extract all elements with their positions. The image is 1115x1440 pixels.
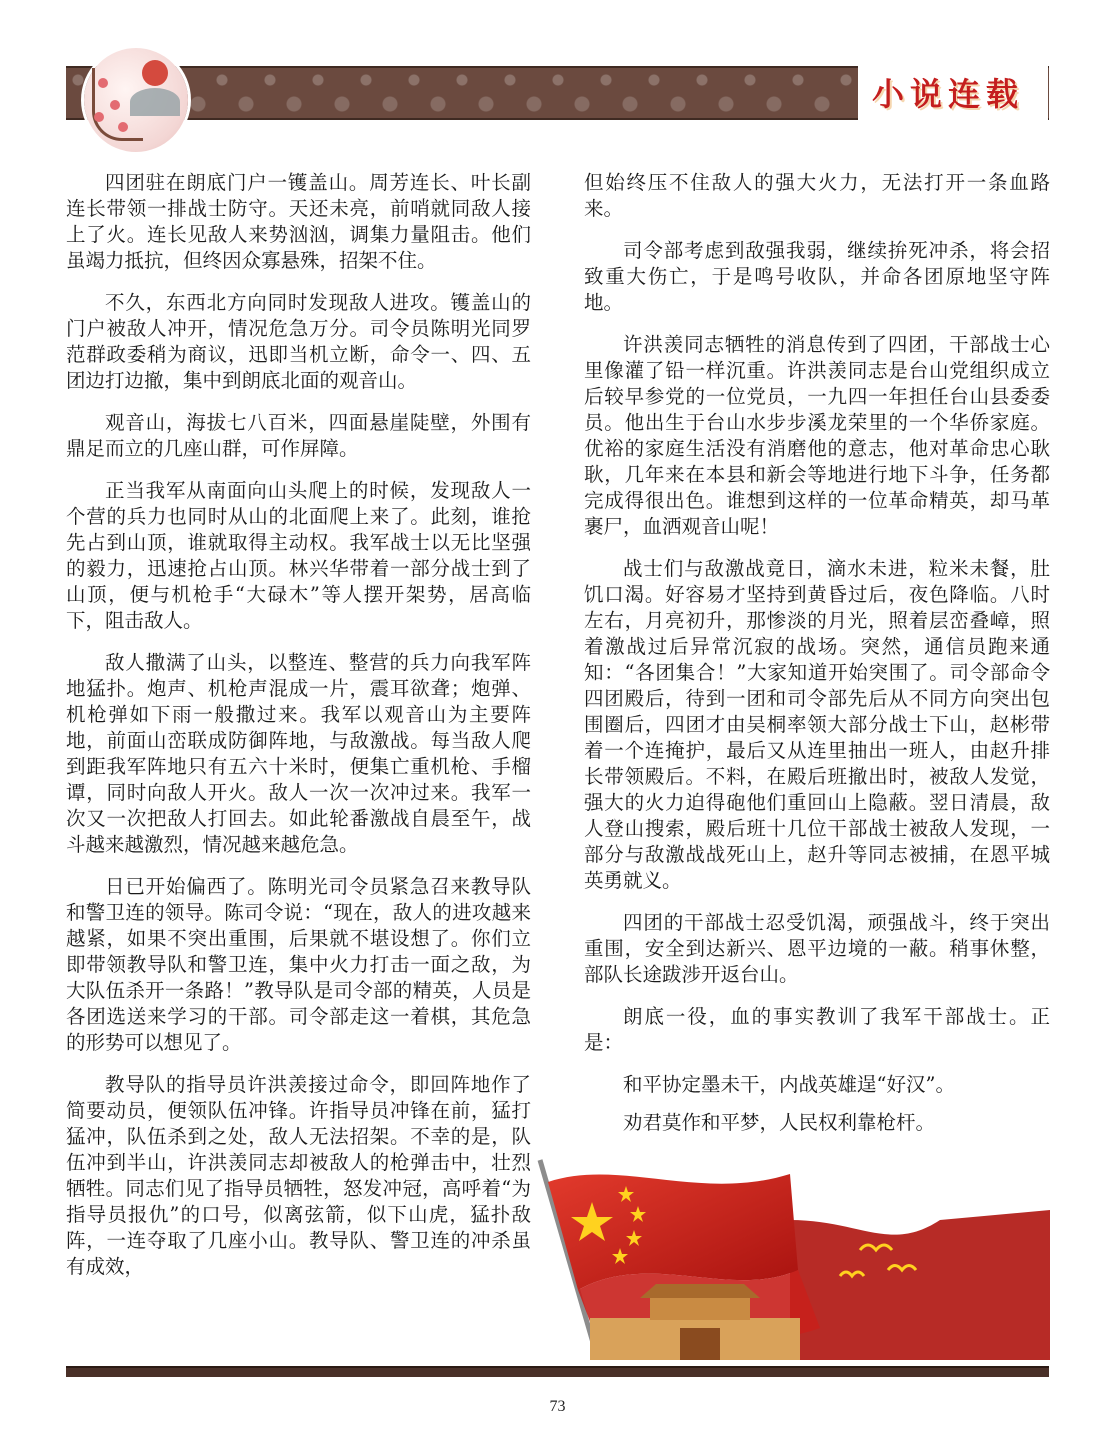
paragraph: 教导队的指导员许洪羡接过命令，即回阵地作了简要动员，便领队伍冲锋。许指导员冲锋在前，猛打猛冲，队伍杀到之处，敌人无法招架。不幸的是，队伍冲到半山，许洪羡同志却被敌人的枪弹击中，壮烈牺牲。同志们见了指导员牺牲，怒发冲冠，高呼着“为指导员报仇”的口号，似离弦箭，似下山虎，猛扑敌阵，一连夺取了几座小山。教导队、警卫连的冲杀虽有成效，: [66, 1073, 531, 1278]
blossom-icon: [98, 78, 108, 88]
right-column: [584, 170, 1050, 1148]
blossom-icon: [118, 122, 128, 132]
section-title: 小说连载: [872, 75, 1025, 113]
paragraph: 四团驻在朗底门户一镬盖山。周芳连长、叶长副连长带领一排战士防守。天还未亮，前哨就同敌人接上了火。连长见敌人来势汹汹，调集力量阻击。他们虽竭力抵抗，但终因众寡悬殊，招架不住。: [66, 171, 531, 272]
plum-blossom-landscape-icon: [84, 48, 188, 152]
paragraph: 日已开始偏西了。陈明光司令员紧急召来教导队和警卫连的领导。陈司令说：“现在，敌人的进攻越来越紧，如果不突出重围，后果就不堪设想了。你们立即带领教导队和警卫连，集中火力打击一面之敌，为大队伍杀开一条路！”教导队是司令部的精英，人员是各团选送来学习的干部。司令部走这一着棋，其危急的形势可以想见了。: [66, 875, 531, 1054]
paragraph: 四团的干部战士忍受饥渴，顽强战斗，终于突出重围，安全到达新兴、恩平边境的一蔽。稍事休整，部队长途跋涉开返台山。: [584, 911, 1050, 986]
paragraph: 但始终压不住敌人的强大火力，无法打开一条血路来。: [584, 171, 1050, 220]
paragraph: 朗底一役，血的事实教训了我军干部战士。正是：: [584, 1005, 1050, 1054]
paragraph: 许洪羡同志牺牲的消息传到了四团，干部战士心里像灌了铅一样沉重。许洪羡同志是台山党组织成立后较早参党的一位党员，一九四一年担任台山县委委员。他出生于台山水步步溪龙荣里的一个华侨家庭。优裕的家庭生活没有消磨他的意志，他对革命忠心耿耿，几年来在本县和新会等地进行地下斗争，任务都完成得很出色。谁想到这样的一位革命精英，却马革裹尸，血洒观音山呢！: [584, 333, 1050, 538]
page-number: 73: [549, 1398, 566, 1415]
bottom-rule: [66, 1366, 1049, 1377]
paragraph: 不久，东西北方向同时发现敌人进攻。镬盖山的门户被敌人冲开，情况危急万分。司令员陈明光同罗范群政委稍为商议，迅即当机立断，命令一、四、五团边打边撤，集中到朗底北面的观音山。: [66, 291, 531, 392]
sun-icon: [142, 60, 168, 86]
paragraph: 敌人撒满了山头，以整连、整营的兵力向我军阵地猛扑。炮声、机枪声混成一片，震耳欲聋；炮弹、机枪弹如下雨一般撒过来。我军以观音山为主要阵地，前面山峦联成防御阵地，与敌激战。每当敌人爬到距我军阵地只有五六十米时，便集亡重机枪、手榴谭，同时向敌人开火。敌人一次一次冲过来。我军一次又一次把敌人打回去。如此轮番激战自晨至午，战斗越来越激烈，情况越来越危急。: [66, 651, 531, 856]
poem-line: 劝君莫作和平梦，人民权利靠枪杆。: [623, 1111, 936, 1134]
paragraph: 正当我军从南面向山头爬上的时候，发现敌人一个营的兵力也同时从山的北面爬上来了。此刻，谁抢先占到山顶，谁就取得主动权。我军战士以无比坚强的毅力，迅速抢占山顶。林兴华带着一部分战士到了山顶，便与机枪手“大碌木”等人摆开架势，居高临下，阻击敌人。: [66, 479, 531, 632]
left-column: [66, 170, 531, 1296]
paragraph: 司令部考虑到敌强我弱，继续拚死冲杀，将会招致重大伤亡，于是鸣号收队，并命各团原地坚守阵地。: [584, 239, 1050, 314]
paragraph: 观音山，海拔七八百米，四面悬崖陡壁，外围有鼎足而立的几座山群，可作屏障。: [66, 411, 531, 460]
paragraph: 战士们与敌激战竟日，滴水未进，粒米未餐，肚饥口渴。好容易才坚持到黄昏过后，夜色降临。八时左右，月亮初升，那惨淡的月光，照着层峦叠嶂，照着激战过后异常沉寂的战场。突然，通信员跑来通知：“各团集合！”大家知道开始突围了。司令部命令四团殿后，待到一团和司令部先后从不同方向突出包围圈后，四团才由吴桐率领大部分战士下山，赵彬带着一个连掩护，最后又从连里抽出一班人，由赵升排长带领殿后。不料，在殿后班撤出时，被敌人发觉，强大的火力迫得砲他们重回山上隐蔽。翌日清晨，敌人登山搜索，殿后班十几位干部战士被敌人发现，一部分与敌激战战死山上，赵升等同志被捕，在恩平城英勇就义。: [584, 557, 1050, 892]
red-flag-tiananmen-icon: [530, 1158, 1050, 1360]
poem-line: 和平协定墨未干，内战英雄逞“好汉”。: [623, 1073, 955, 1096]
blossom-icon: [110, 100, 120, 110]
blossom-icon: [94, 112, 104, 122]
